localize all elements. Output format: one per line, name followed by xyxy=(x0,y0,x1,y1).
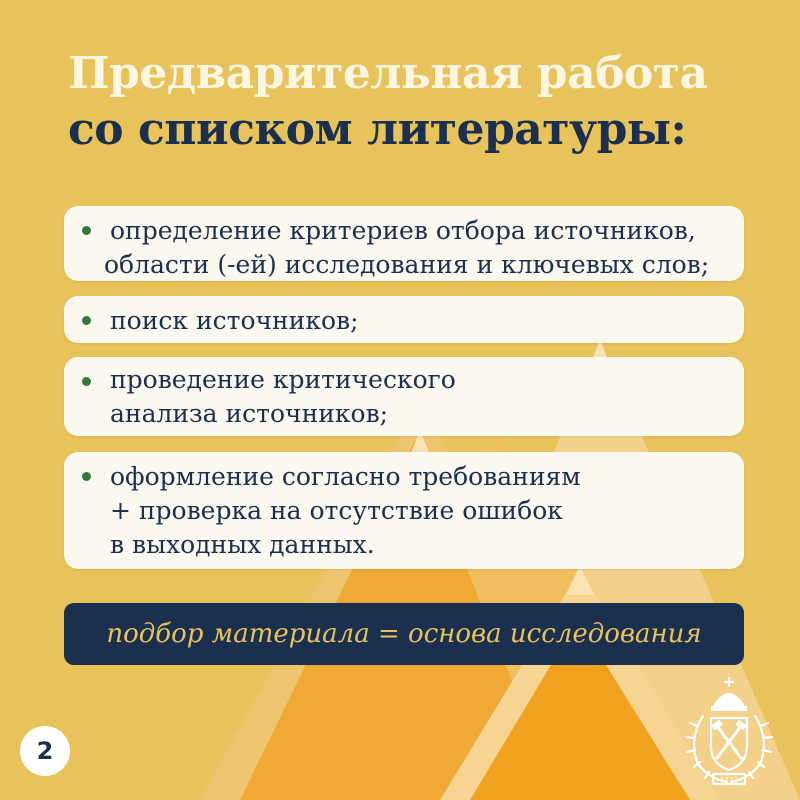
list-item-line: в выходных данных. xyxy=(110,530,375,559)
list-item-search xyxy=(64,296,744,343)
list-item-line: проведение критического xyxy=(110,365,456,394)
list-item-line: анализа источников; xyxy=(110,399,389,428)
bullet-icon xyxy=(82,316,91,325)
list-item-formatting xyxy=(64,452,744,569)
list-item-line: оформление согласно требованиям xyxy=(110,462,581,491)
bullet-icon xyxy=(82,377,91,386)
title-line-1: Предварительная работа xyxy=(68,48,708,99)
bullet-icon xyxy=(82,472,91,481)
university-emblem-icon xyxy=(683,676,775,788)
page-number-badge: 2 xyxy=(20,726,70,776)
summary-banner: подбор материала = основа исследования xyxy=(64,603,744,665)
list-item-line: + проверка на отсутствие ошибок xyxy=(110,496,563,525)
list-item-analysis xyxy=(64,357,744,436)
page-title xyxy=(68,46,768,158)
bullet-icon xyxy=(82,226,91,235)
list-item-criteria xyxy=(64,206,744,281)
list-item-line: поиск источников; xyxy=(110,306,359,335)
list-item-line: определение критериев отбора источников, xyxy=(110,216,696,245)
title-line-2: со списком литературы: xyxy=(68,104,687,155)
emblem-year: 1773 xyxy=(720,776,738,784)
list-item-line: области (-ей) исследования и ключевых слов; xyxy=(104,250,710,279)
